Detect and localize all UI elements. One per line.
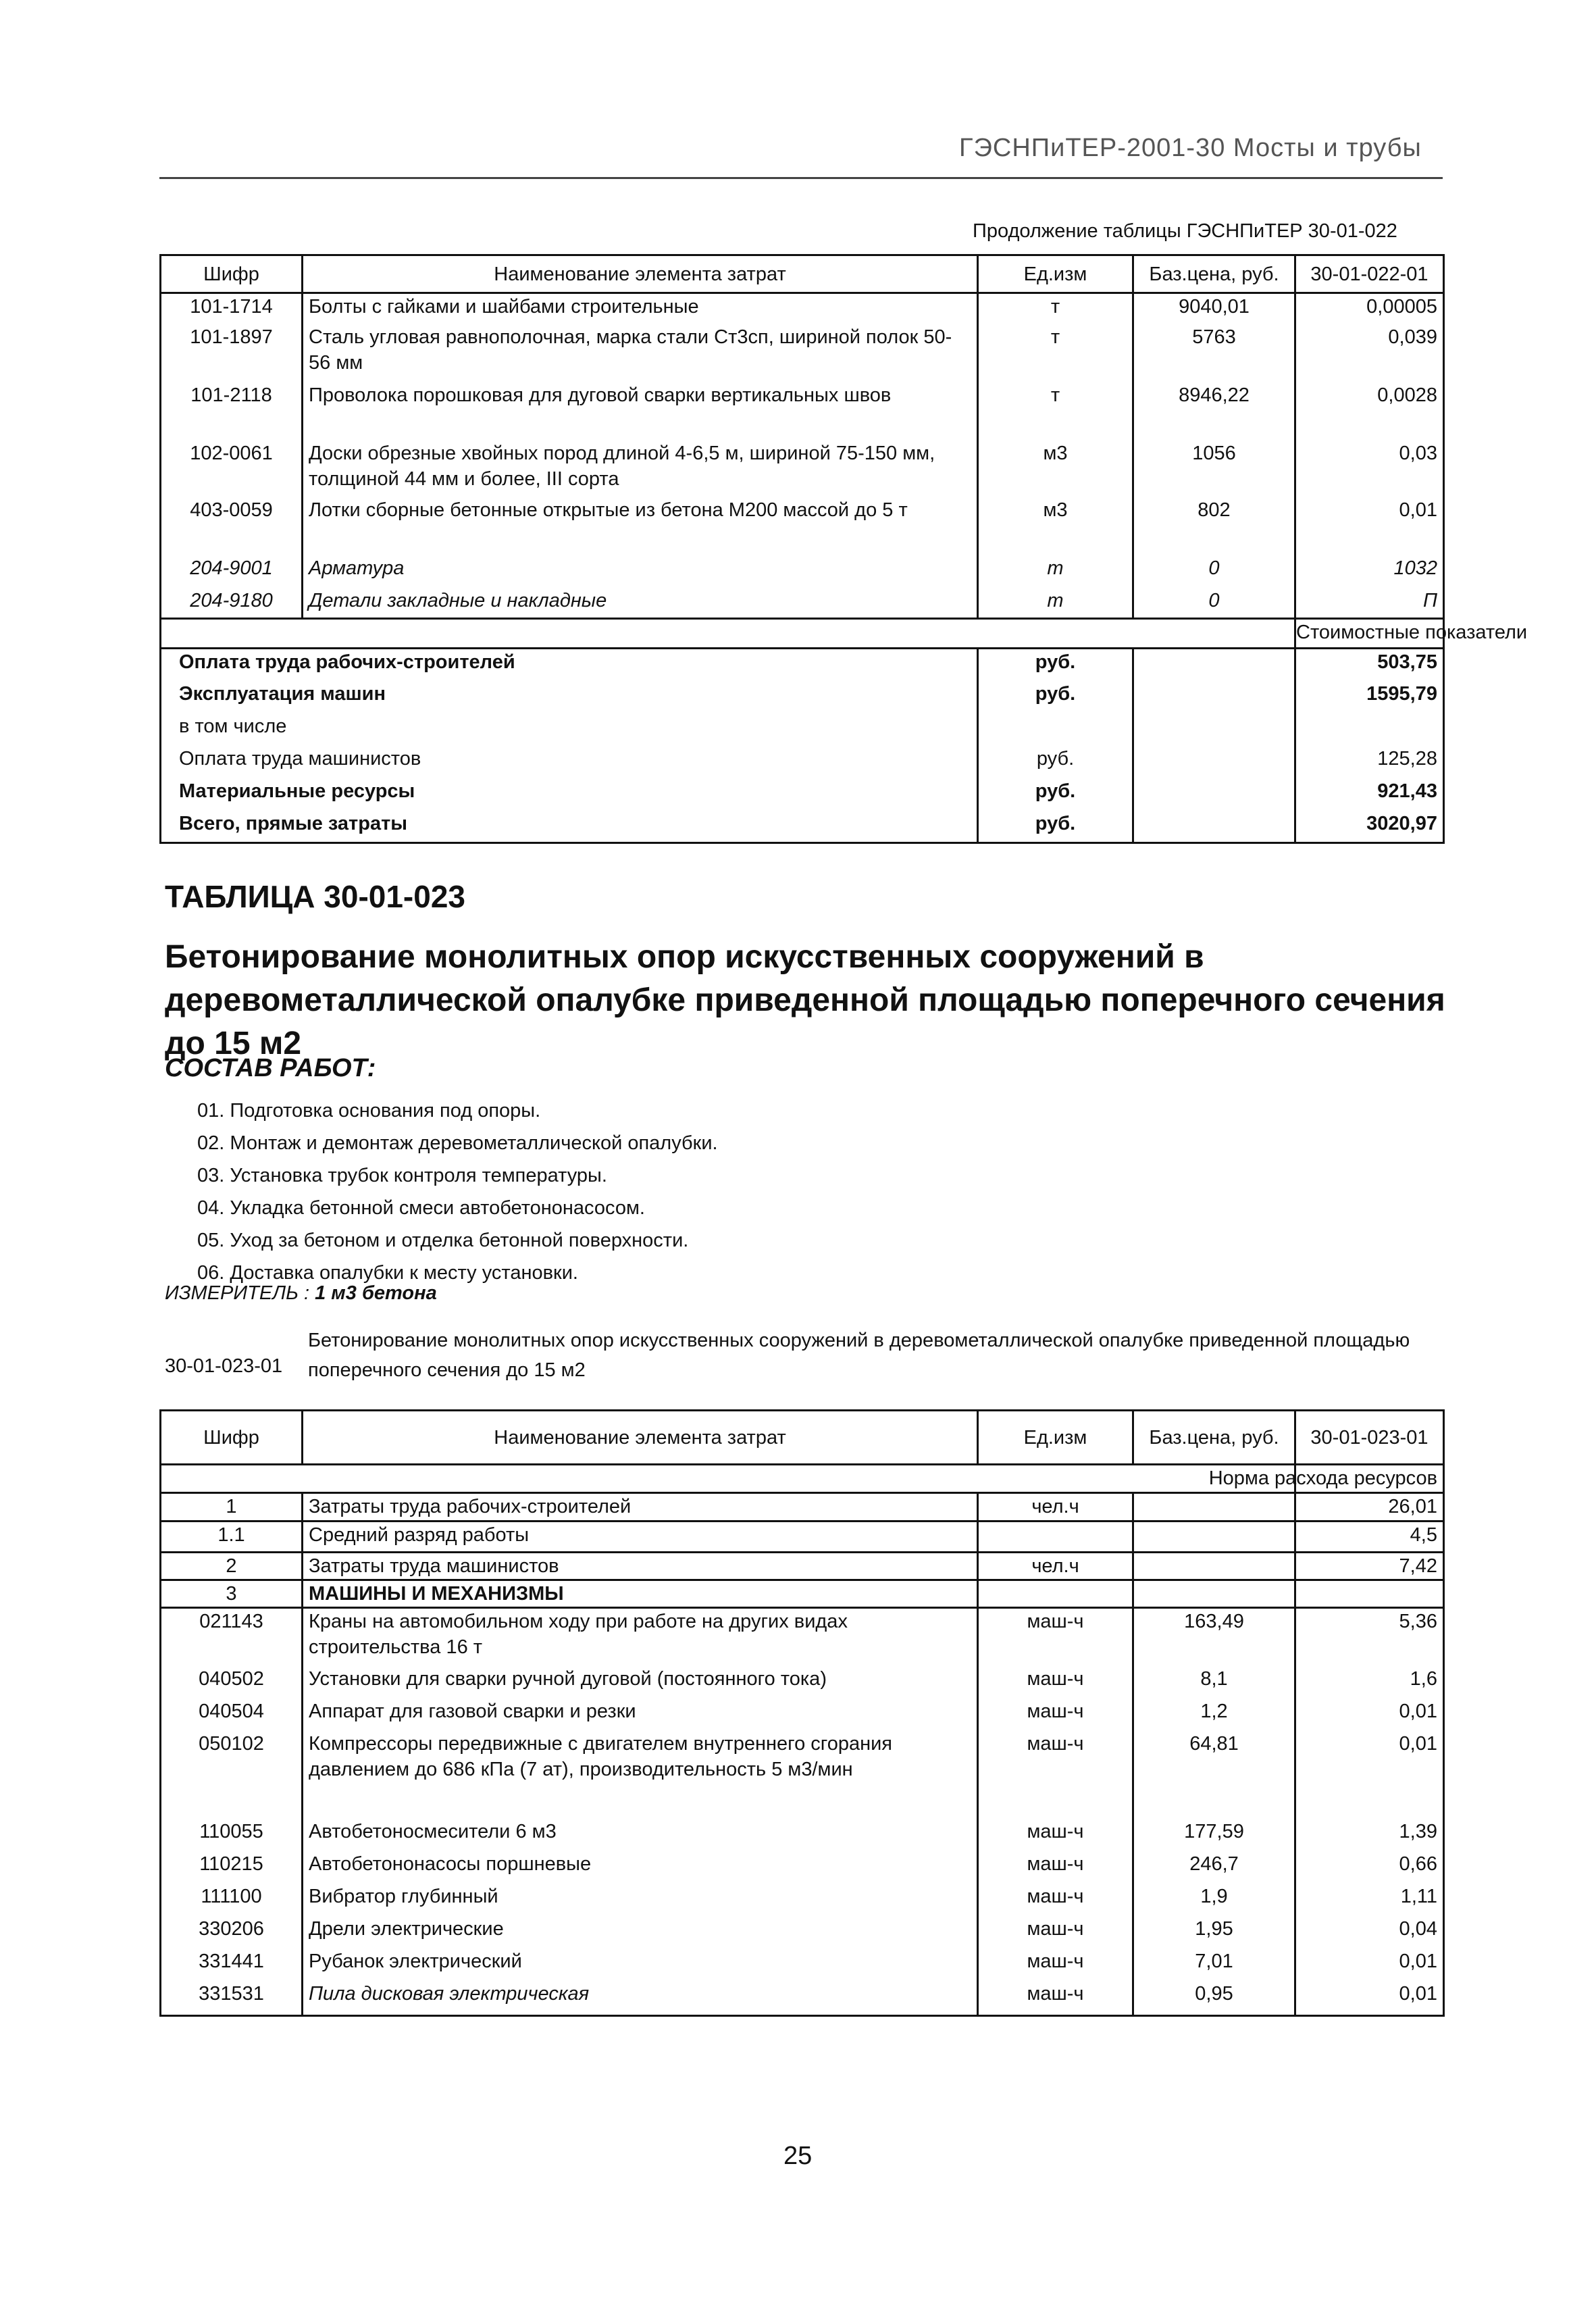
row-name: Вибратор глубинный — [303, 1884, 978, 1916]
col-header-unit: Ед.изм — [978, 1411, 1133, 1465]
row-value: 1,6 — [1295, 1666, 1444, 1699]
row-unit: т — [978, 293, 1133, 324]
row-value: 4,5 — [1295, 1521, 1444, 1553]
cost-value — [1295, 713, 1444, 746]
row-value: 5,36 — [1295, 1608, 1444, 1666]
row-unit: маш-ч — [978, 1981, 1133, 2016]
table-row — [161, 555, 1444, 588]
table-row — [161, 293, 1444, 324]
row-unit: чел.ч — [978, 1493, 1133, 1521]
row-name: Арматура — [303, 555, 978, 588]
row-price: 7,01 — [1133, 1948, 1295, 1981]
row-code: 403-0059 — [190, 499, 273, 521]
table-row — [161, 1916, 1444, 1948]
list-item: 06. Доставка опалубки к месту установки. — [197, 1262, 578, 1284]
row-name: МАШИНЫ И МЕХАНИЗМЫ — [303, 1580, 978, 1608]
cost-name: Материальные ресурсы — [179, 780, 415, 802]
cost-unit — [978, 713, 1133, 746]
cost-row — [161, 681, 1444, 713]
col-header-name: Наименование элемента затрат — [303, 1411, 978, 1465]
row-name: Краны на автомобильном ходу при работе на других видах строительства 16 т — [303, 1608, 978, 1666]
row-name: Затраты труда рабочих-строителей — [303, 1493, 978, 1521]
col-header-value: 30-01-022-01 — [1295, 255, 1444, 293]
row-value: 0,04 — [1295, 1916, 1444, 1948]
table-row — [161, 497, 1444, 555]
col-header-code: Шифр — [203, 1426, 259, 1449]
subtable-name: Бетонирование монолитных опор искусственных сооружений в деревометаллической опалубке приведенной площадью поперечного сечения до 15 м2 — [308, 1330, 1410, 1381]
row-price: 1056 — [1133, 441, 1295, 497]
table-row — [161, 1731, 1444, 1819]
row-code: 111100 — [201, 1885, 262, 1907]
cost-name: в том числе — [179, 715, 287, 737]
row-code: 2 — [226, 1555, 237, 1577]
cost-name: Эксплуатация машин — [179, 682, 386, 705]
row-unit: т — [978, 588, 1133, 619]
measure-label: ИЗМЕРИТЕЛЬ : — [165, 1282, 310, 1304]
table-row — [161, 1981, 1444, 2016]
row-code: 1.1 — [217, 1524, 245, 1546]
list-item: 01. Подготовка основания под опоры. — [197, 1100, 541, 1122]
row-value: 0,01 — [1295, 1981, 1444, 2016]
table-row — [161, 1948, 1444, 1981]
row-value: 0,03 — [1295, 441, 1444, 497]
row-price: 177,59 — [1133, 1819, 1295, 1851]
cost-name: Оплата труда машинистов — [179, 747, 421, 770]
col-header-value: 30-01-023-01 — [1295, 1411, 1444, 1465]
row-name: Сталь угловая равнополочная, марка стали Ст3сп, шириной полок 50-56 мм — [303, 324, 978, 382]
row-name: Пила дисковая электрическая — [303, 1981, 978, 2016]
table-row — [161, 382, 1444, 441]
cost-value: 1595,79 — [1295, 681, 1444, 713]
row-unit: м3 — [978, 497, 1133, 555]
resource-table-023 — [159, 1409, 1445, 2017]
row-price: 0,95 — [1133, 1981, 1295, 2016]
row-code: 050102 — [199, 1732, 264, 1755]
row-price: 246,7 — [1133, 1851, 1295, 1884]
table-heading: Бетонирование монолитных опор искусственных сооружений в деревометаллической опалубке приведенной площадью поперечного сечения до 15 м2 — [165, 939, 1445, 1061]
row-value: 0,01 — [1295, 497, 1444, 555]
col-header-price: Баз.цена, руб. — [1133, 1411, 1295, 1465]
cost-unit: руб. — [978, 681, 1133, 713]
row-value: 0,66 — [1295, 1851, 1444, 1884]
row-value: 7,42 — [1295, 1553, 1444, 1580]
table-row — [161, 1851, 1444, 1884]
cost-row — [161, 649, 1444, 681]
row-code: 1 — [226, 1496, 237, 1517]
table-row — [161, 1608, 1444, 1666]
row-unit: маш-ч — [978, 1666, 1133, 1699]
row-unit: т — [978, 324, 1133, 382]
col-header-unit: Ед.изм — [978, 255, 1133, 293]
row-price — [1133, 1580, 1295, 1608]
table-row — [161, 1493, 1444, 1521]
row-value: П — [1295, 588, 1444, 619]
measure-value: 1 м3 бетона — [315, 1282, 437, 1304]
row-code: 3 — [226, 1583, 237, 1605]
row-code: 040502 — [199, 1667, 264, 1690]
col-header-name: Наименование элемента затрат — [303, 255, 978, 293]
col-header-code: Шифр — [203, 263, 259, 285]
cost-unit: руб. — [978, 811, 1133, 843]
row-code: 330206 — [199, 1917, 264, 1940]
row-value: 0,00005 — [1295, 293, 1444, 324]
cost-unit: руб. — [978, 746, 1133, 778]
row-price — [1133, 1521, 1295, 1553]
subtable-code: 30-01-023-01 — [165, 1355, 283, 1377]
row-unit: т — [978, 555, 1133, 588]
row-name: Средний разряд работы — [303, 1521, 978, 1553]
row-price: 5763 — [1133, 324, 1295, 382]
resource-table-022 — [159, 254, 1528, 844]
table-row — [161, 1884, 1444, 1916]
cost-name: Оплата труда рабочих-строителей — [179, 651, 515, 673]
measure-line — [165, 1282, 437, 1305]
row-code: 331531 — [199, 1982, 264, 2005]
row-name: Установки для сварки ручной дуговой (постоянного тока) — [303, 1666, 978, 1699]
row-code: 101-1897 — [190, 326, 273, 348]
col-header-price: Баз.цена, руб. — [1133, 255, 1295, 293]
table-row — [161, 441, 1444, 497]
row-value — [1295, 1580, 1444, 1608]
row-price: 8946,22 — [1133, 382, 1295, 441]
row-name: Детали закладные и накладные — [303, 588, 978, 619]
table-row — [161, 1819, 1444, 1851]
row-value: 0,01 — [1295, 1731, 1444, 1819]
row-value: 0,039 — [1295, 324, 1444, 382]
row-price: 9040,01 — [1133, 293, 1295, 324]
table-row — [161, 1553, 1444, 1580]
row-name: Проволока порошковая для дуговой сварки вертикальных швов — [303, 382, 978, 441]
row-name: Аппарат для газовой сварки и резки — [303, 1699, 978, 1731]
row-price: 8,1 — [1133, 1666, 1295, 1699]
row-name: Автобетоносмесители 6 м3 — [303, 1819, 978, 1851]
cost-row — [161, 713, 1444, 746]
row-code: 331441 — [199, 1950, 264, 1972]
cost-row — [161, 811, 1444, 843]
row-name: Затраты труда машинистов — [303, 1553, 978, 1580]
work-composition-label: СОСТАВ РАБОТ: — [165, 1054, 376, 1082]
table-row — [161, 1699, 1444, 1731]
row-price — [1133, 1493, 1295, 1521]
row-value: 26,01 — [1295, 1493, 1444, 1521]
page-number: 25 — [783, 2142, 813, 2170]
row-unit: маш-ч — [978, 1948, 1133, 1981]
row-price: 64,81 — [1133, 1731, 1295, 1819]
row-name: Болты с гайками и шайбами строительные — [303, 293, 978, 324]
row-unit — [978, 1521, 1133, 1553]
row-name: Рубанок электрический — [303, 1948, 978, 1981]
row-code: 110055 — [199, 1820, 263, 1842]
row-unit: маш-ч — [978, 1699, 1133, 1731]
row-code: 110215 — [199, 1853, 263, 1875]
work-list — [197, 1095, 718, 1289]
running-header: ГЭСНПиТЕР-2001-30 Мосты и трубы — [959, 134, 1422, 162]
row-unit: т — [978, 382, 1133, 441]
row-value: 0,0028 — [1295, 382, 1444, 441]
cost-name: Всего, прямые затраты — [179, 812, 408, 834]
row-value: 1,11 — [1295, 1884, 1444, 1916]
header-rule — [159, 177, 1443, 179]
row-price — [1133, 1553, 1295, 1580]
row-price: 0 — [1133, 555, 1295, 588]
cost-unit: руб. — [978, 649, 1133, 681]
norm-label: Норма расхода ресурсов — [1295, 1465, 1444, 1493]
row-code: 204-9180 — [190, 589, 273, 611]
cost-indicators-label: Стоимостные показатели — [1295, 619, 1444, 649]
cost-value: 125,28 — [1295, 746, 1444, 778]
row-code: 204-9001 — [190, 557, 273, 579]
row-price: 1,95 — [1133, 1916, 1295, 1948]
list-item: 02. Монтаж и демонтаж деревометаллической опалубки. — [197, 1132, 718, 1154]
row-name: Компрессоры передвижные с двигателем внутреннего сгорания давлением до 686 кПа (7 ат), производительность 5 м3/мин — [303, 1731, 978, 1819]
row-name: Доски обрезные хвойных пород длиной 4-6,5 м, шириной 75-150 мм, толщиной 44 мм и более, III сорта — [303, 441, 978, 497]
row-price: 163,49 — [1133, 1608, 1295, 1666]
table-row — [161, 1521, 1444, 1553]
cost-value: 921,43 — [1295, 778, 1444, 811]
row-unit: маш-ч — [978, 1731, 1133, 1819]
row-name: Дрели электрические — [303, 1916, 978, 1948]
row-unit — [978, 1580, 1133, 1608]
row-price: 1,2 — [1133, 1699, 1295, 1731]
table-row — [161, 588, 1444, 619]
cost-value: 503,75 — [1295, 649, 1444, 681]
row-value: 1032 — [1295, 555, 1444, 588]
row-unit: маш-ч — [978, 1851, 1133, 1884]
row-price: 0 — [1133, 588, 1295, 619]
list-item: 03. Установка трубок контроля температуры. — [197, 1165, 607, 1186]
table-title: ТАБЛИЦА 30-01-023 — [165, 879, 465, 914]
row-code: 021143 — [199, 1611, 263, 1632]
row-price: 1,9 — [1133, 1884, 1295, 1916]
cost-row — [161, 778, 1444, 811]
row-value: 1,39 — [1295, 1819, 1444, 1851]
table-row — [161, 1666, 1444, 1699]
row-unit: маш-ч — [978, 1916, 1133, 1948]
row-code: 101-1714 — [190, 296, 273, 318]
cost-unit: руб. — [978, 778, 1133, 811]
row-unit: маш-ч — [978, 1819, 1133, 1851]
row-unit: маш-ч — [978, 1608, 1133, 1666]
list-item: 05. Уход за бетоном и отделка бетонной поверхности. — [197, 1230, 689, 1251]
row-name: Лотки сборные бетонные открытые из бетона М200 массой до 5 т — [303, 497, 978, 555]
row-unit: м3 — [978, 441, 1133, 497]
row-price: 802 — [1133, 497, 1295, 555]
row-value: 0,01 — [1295, 1699, 1444, 1731]
cost-row — [161, 746, 1444, 778]
cost-value: 3020,97 — [1295, 811, 1444, 843]
list-item: 04. Укладка бетонной смеси автобетононасосом. — [197, 1197, 645, 1219]
table-row — [161, 324, 1444, 382]
table-row — [161, 1580, 1444, 1608]
row-value: 0,01 — [1295, 1948, 1444, 1981]
row-unit: чел.ч — [978, 1553, 1133, 1580]
row-name: Автобетононасосы поршневые — [303, 1851, 978, 1884]
row-code: 040504 — [199, 1700, 264, 1722]
row-unit: маш-ч — [978, 1884, 1133, 1916]
row-code: 101-2118 — [190, 384, 272, 406]
table-continuation-label: Продолжение таблицы ГЭСНПиТЕР 30-01-022 — [973, 220, 1397, 242]
row-code: 102-0061 — [190, 442, 273, 464]
